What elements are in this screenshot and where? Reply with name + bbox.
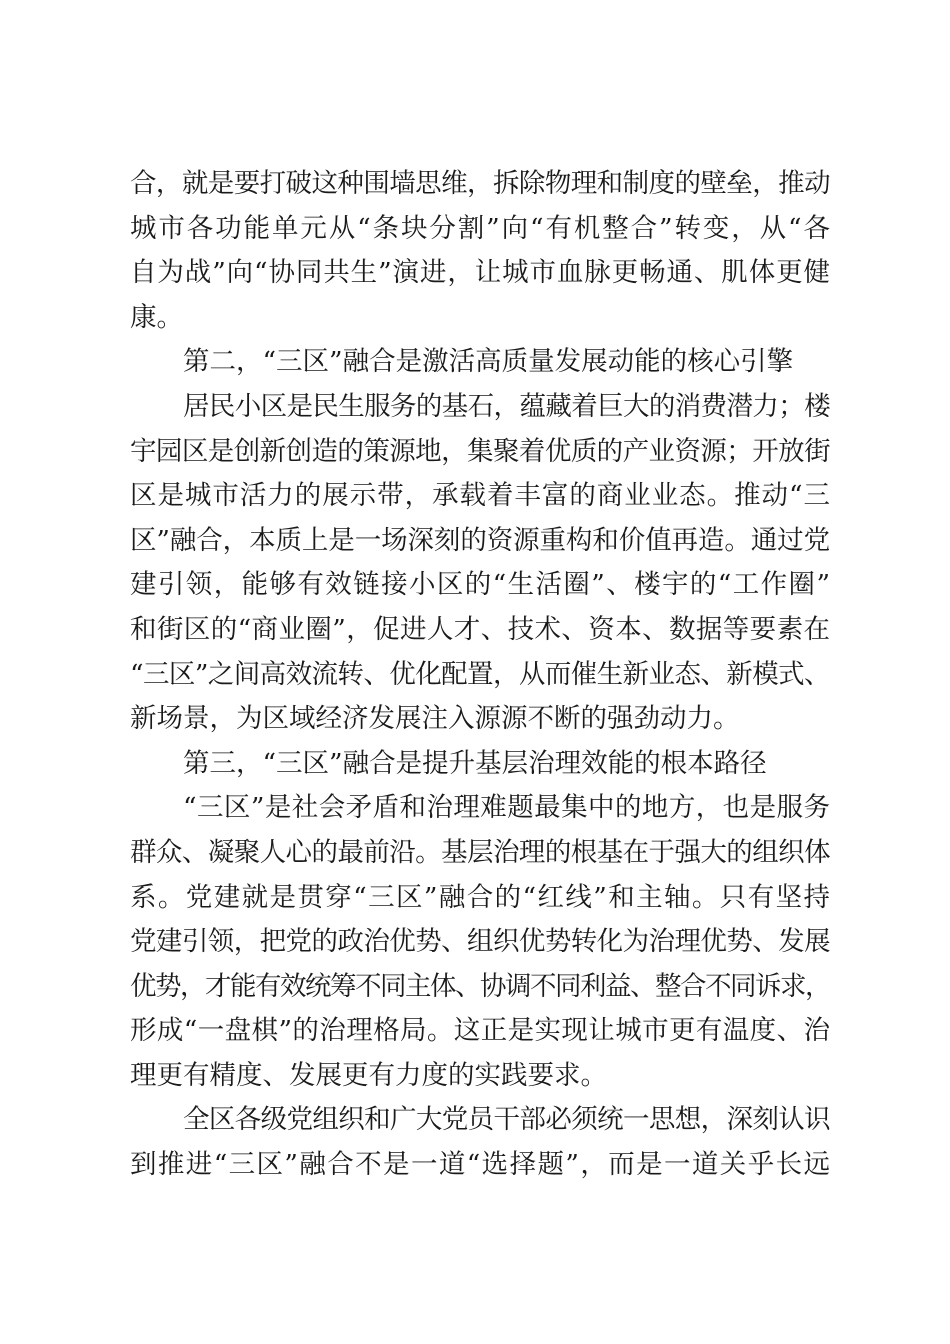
text-line: 城市各功能单元从“条块分割”向“有机整合”转变，从“各	[130, 212, 832, 244]
text-line: 党建引领，把党的政治优势、组织优势转化为治理优势、发展	[130, 926, 830, 958]
text-line: 区是城市活力的展示带，承载着丰富的商业业态。推动“三	[130, 480, 831, 512]
text-line: 理更有精度、发展更有力度的实践要求。	[130, 1059, 607, 1091]
section-heading: 第三，“三区”融合是提升基层治理效能的根本路径	[183, 747, 767, 779]
section-heading: 第二，“三区”融合是激活高质量发展动能的核心引擎	[183, 346, 794, 378]
text-line: 区”融合，本质上是一场深刻的资源重构和价值再造。通过党	[130, 524, 830, 556]
text-line: 合，就是要打破这种围墙思维，拆除物理和制度的壁垒，推动	[130, 168, 830, 199]
text-line: 自为战”向“协同共生”演进，让城市血脉更畅通、肌体更健	[130, 257, 831, 289]
text-line: “三区”是社会矛盾和治理难题最集中的地方，也是服务	[183, 792, 831, 824]
text-line: 全区各级党组织和广大党员干部必须统一思想，深刻认识	[183, 1104, 830, 1136]
text-line: 到推进“三区”融合不是一道“选择题”，而是一道关乎长远	[130, 1149, 832, 1181]
text-line: 居民小区是民生服务的基石，蕴藏着巨大的消费潜力；楼	[183, 390, 830, 422]
document-body	[130, 162, 830, 1188]
text-line: 建引领，能够有效链接小区的“生活圈”、楼宇的“工作圈”	[130, 569, 832, 601]
text-line: 形成“一盘棋”的治理格局。这正是实现让城市更有温度、治	[130, 1015, 831, 1047]
text-line: 新场景，为区域经济发展注入源源不断的强劲动力。	[130, 703, 740, 735]
text-line: 康。	[130, 301, 183, 333]
text-line: 优势，才能有效统筹不同主体、协调不同利益、整合不同诉求，	[130, 970, 830, 1002]
text-line: 宇园区是创新创造的策源地，集聚着优质的产业资源；开放街	[130, 435, 830, 467]
text-line: 群众、凝聚人心的最前沿。基层治理的根基在于强大的组织体	[130, 836, 830, 868]
text-line: 系。党建就是贯穿“三区”融合的“红线”和主轴。只有坚持	[130, 881, 832, 913]
text-line: “三区”之间高效流转、优化配置，从而催生新业态、新模式、	[130, 658, 830, 690]
text-line: 和街区的“商业圈”，促进人才、技术、资本、数据等要素在	[130, 613, 831, 645]
